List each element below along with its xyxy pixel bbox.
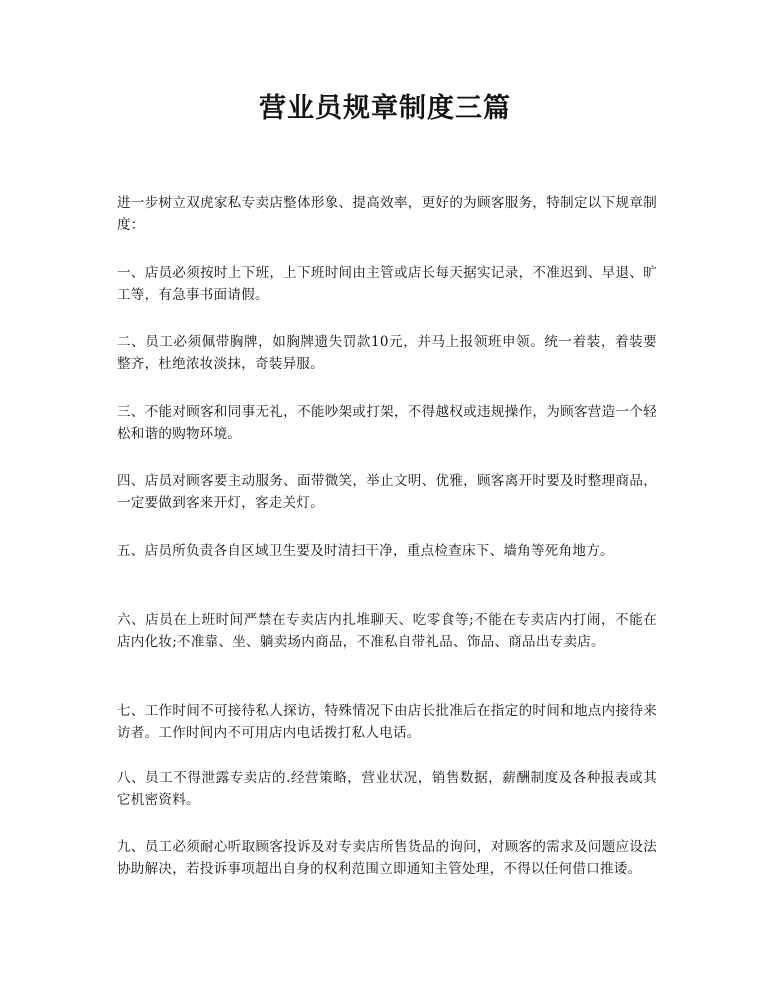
rule-paragraph-3: 三、不能对顾客和同事无礼，不能吵架或打架，不得越权或违规操作，为顾客营造一个轻松和谐的购物环境。 [117,404,657,442]
rule-paragraph-4: 四、店员对顾客要主动服务、面带微笑，举止文明、优雅，顾客离开时要及时整理商品，一定要做到客来开灯，客走关灯。 [117,473,657,511]
rule-paragraph-5: 五、店员所负责各自区域卫生要及时清扫干净，重点检查床下、墙角等死角地方。 [117,543,614,559]
rule-paragraph-2: 二、员工必须佩带胸牌，如胸牌遗失罚款10元，并马上报领班申领。统一着装，着装要整齐，杜绝浓妆淡抹，奇装异服。 [117,334,657,372]
rule-paragraph-1: 一、店员必须按时上下班，上下班时间由主管或店长每天据实记录，不准迟到、早退、旷工等，有急事书面请假。 [117,265,657,303]
document-title: 营业员规章制度三篇 [259,93,511,124]
intro-paragraph: 进一步树立双虎家私专卖店整体形象、提高效率，更好的为顾客服务，特制定以下规章制度： [117,195,657,233]
rule-paragraph-8: 八、员工不得泄露专卖店的.经营策略，营业状况，销售数据，薪酬制度及各种报表或其它机密资料。 [117,770,657,808]
rule-paragraph-6: 六、店员在上班时间严禁在专卖店内扎堆聊天、吃零食等;不能在专卖店内打闹，不能在店内化妆;不准靠、坐、躺卖场内商品，不准私自带礼品、饰品、商品出专卖店。 [117,612,657,650]
rule-paragraph-7: 七、工作时间不可接待私人探访，特殊情况下由店长批准后在指定的时间和地点内接待来访者。工作时间内不可用店内电话拨打私人电话。 [117,703,657,741]
rule-paragraph-9: 九、员工必须耐心听取顾客投诉及对专卖店所售货品的询问，对顾客的需求及问题应设法协助解决，若投诉事项超出自身的权利范围立即通知主管处理，不得以任何借口推诿。 [117,839,657,877]
